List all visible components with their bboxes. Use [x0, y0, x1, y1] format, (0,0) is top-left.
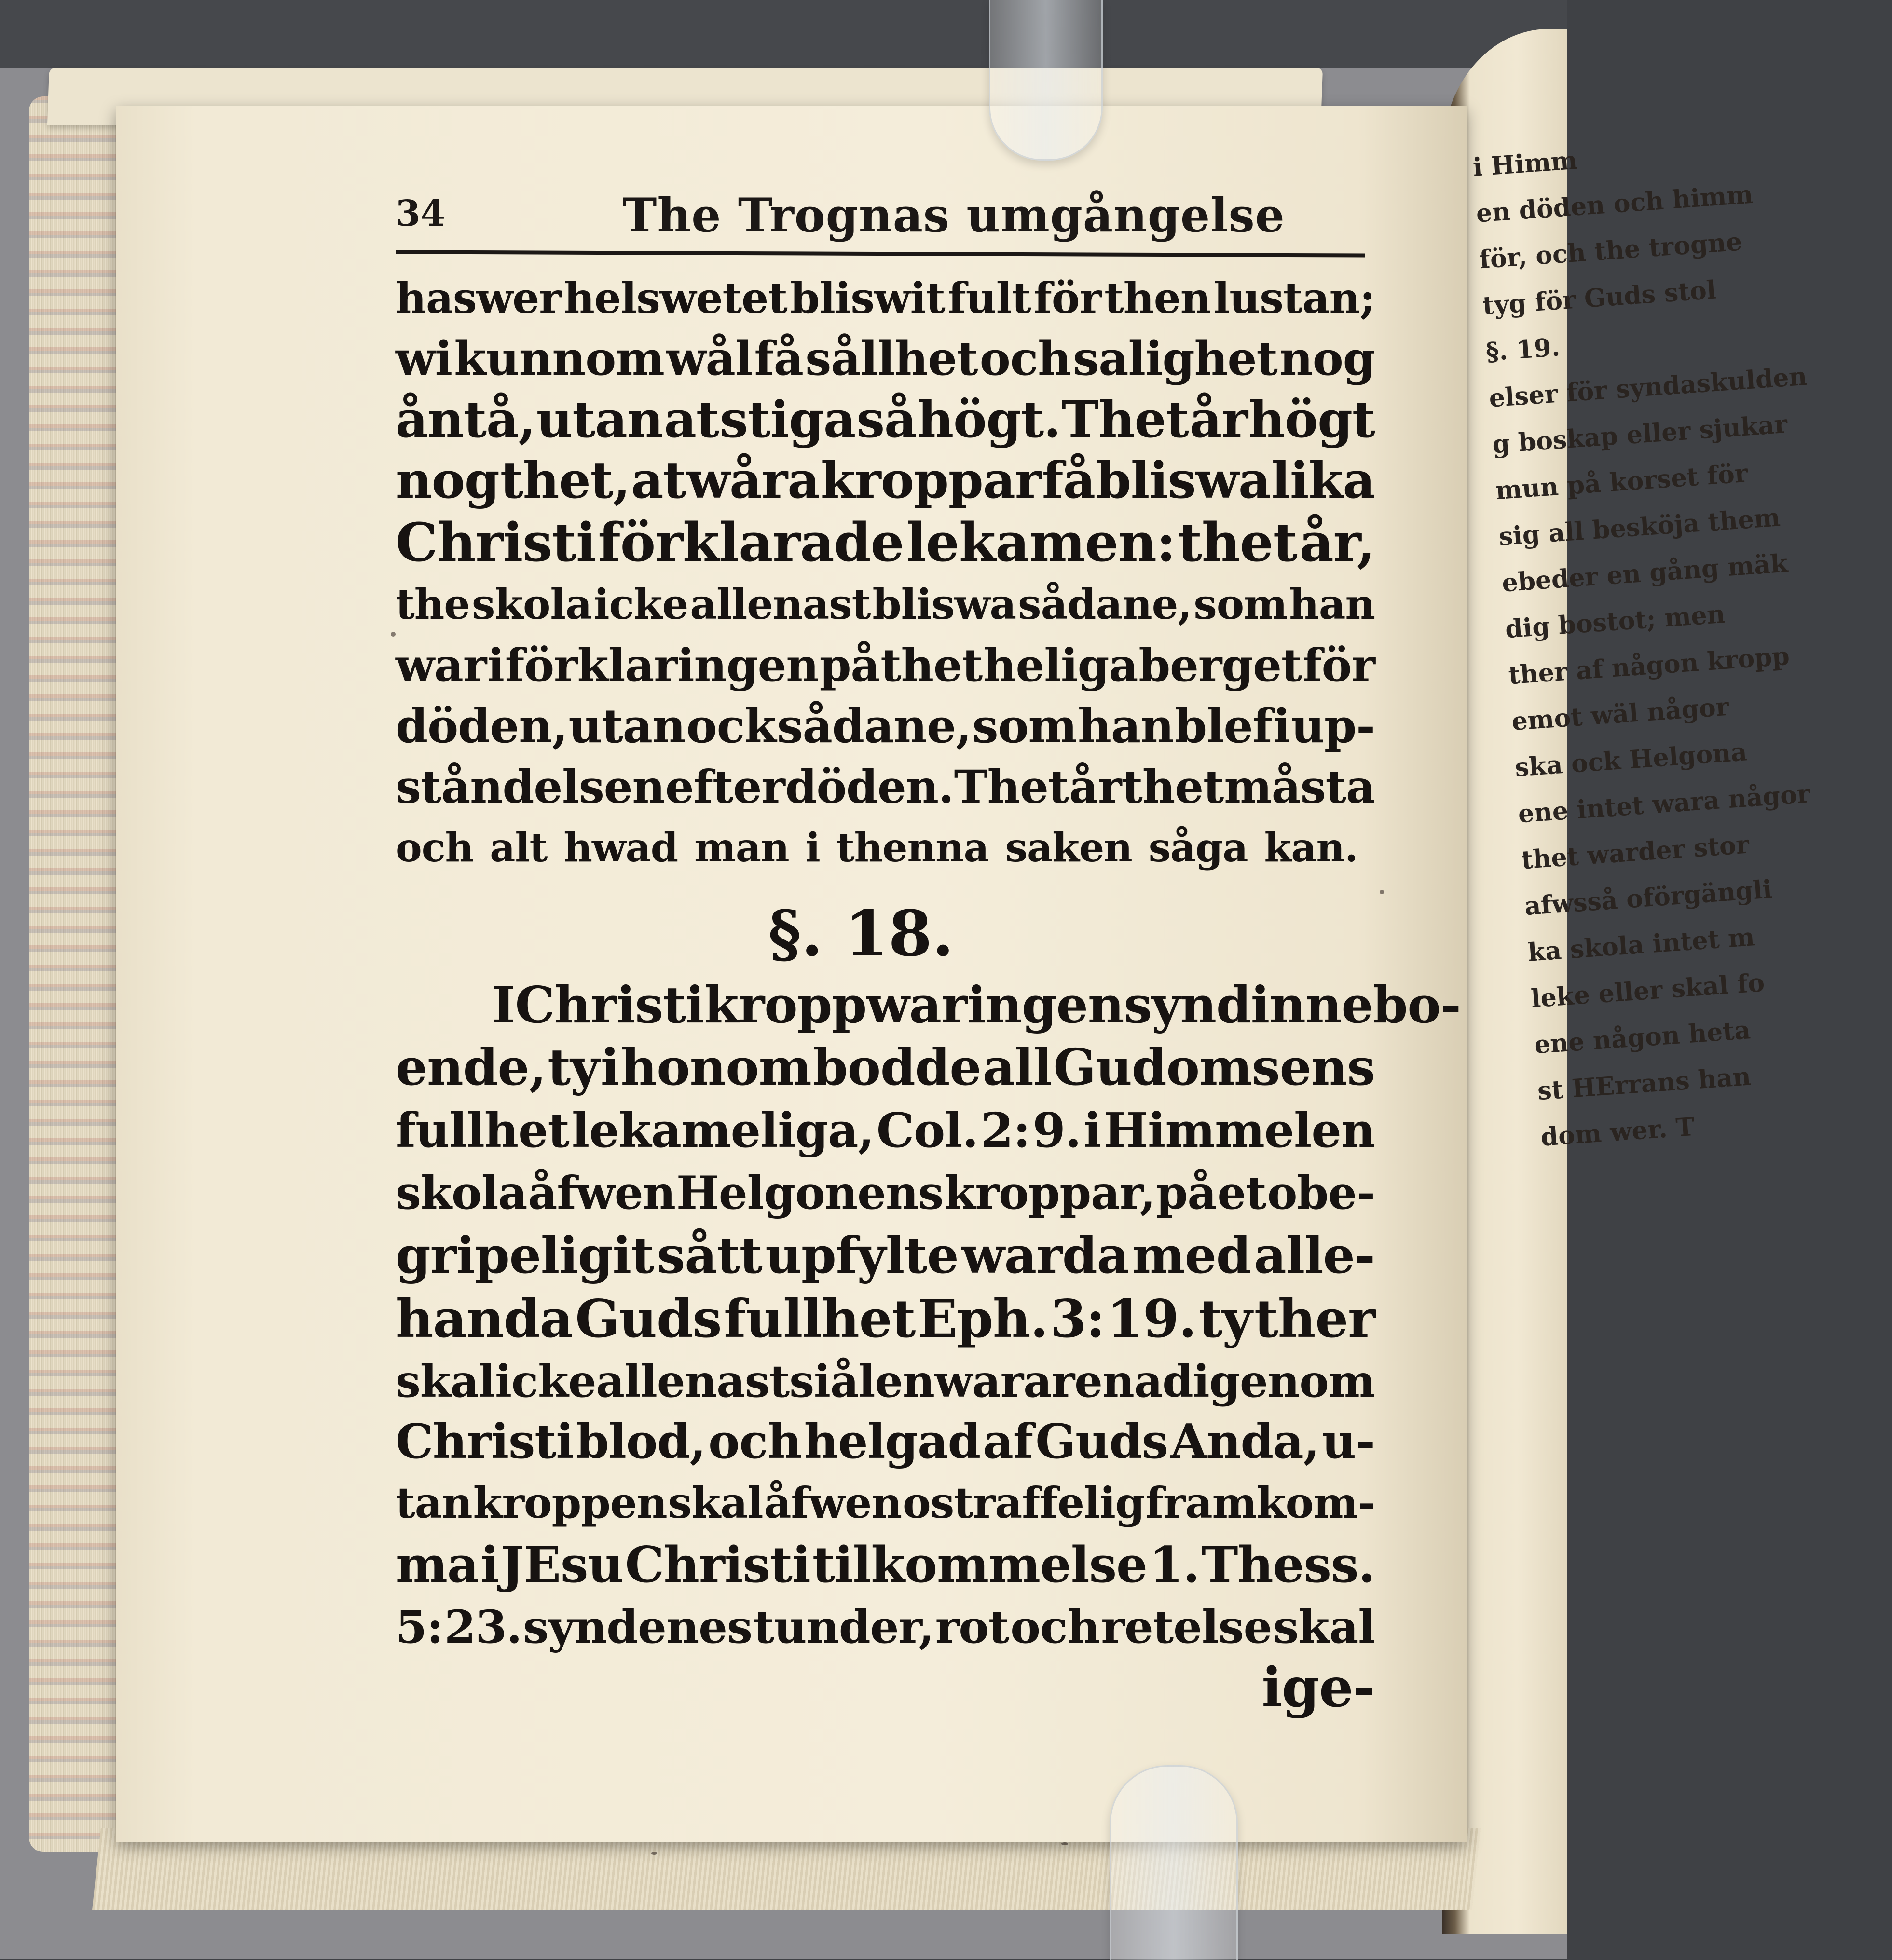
text-line [396, 268, 1375, 328]
facing-line: mun på korset för [1494, 458, 1749, 506]
text-line [396, 696, 1375, 757]
page-clip-bottom [1110, 1765, 1238, 1960]
facing-line: st HErrans han [1536, 1062, 1752, 1106]
facing-line: leke eller skal fo [1530, 967, 1766, 1014]
text-line [396, 1472, 1375, 1533]
facing-line: emot wäl någor [1510, 692, 1730, 737]
facing-line: ther af någon kropp [1507, 641, 1791, 691]
text-line-content: skola åfwen Helgonens kroppar, på et obe- [396, 1167, 1375, 1220]
facing-line: tyg för Guds stol [1481, 275, 1717, 321]
facing-line: dig bostot; men [1504, 599, 1727, 644]
facing-line: för, och the trogne [1478, 227, 1743, 275]
text-line-content: och alt hwad man i thenna saken såga kan. [396, 825, 1358, 871]
text-line-content: döden, utan ock sådane, som han blef i up- [396, 699, 1375, 753]
text-line-content: ma i JEsu Christi tilkommelse 1. Thess. [396, 1536, 1375, 1594]
facing-line: g boskap eller sjukar [1491, 409, 1789, 460]
catchword: ige- [1261, 1656, 1375, 1719]
facing-line: i Himm [1472, 145, 1578, 182]
text-line [396, 1163, 1375, 1224]
facing-line: elser för syndaskulden [1488, 361, 1809, 413]
text-line [396, 450, 1375, 511]
scan-speck [391, 632, 396, 637]
facing-line: thet warder stor [1520, 830, 1750, 875]
facing-line: ene någon heta [1533, 1015, 1752, 1060]
page-header [396, 188, 1370, 241]
text-line-content: handa Guds fullhet Eph. 3: 19. ty ther [396, 1289, 1375, 1349]
page-body [396, 268, 1461, 1719]
text-line [396, 1035, 1375, 1099]
text-line [396, 1412, 1375, 1472]
facing-line: §. 19. [1484, 332, 1561, 367]
text-line-content: the skola icke allenast bliswa sådane, som han [396, 580, 1375, 629]
page-edges [29, 96, 130, 1852]
text-line-content: I Christi kropp war ingen synd innebo- [492, 975, 1461, 1034]
scan-speck [1061, 1842, 1068, 1845]
scan-speck [651, 1852, 657, 1855]
facing-line: ebeder en gång mäk [1501, 548, 1789, 598]
scan-speck [1380, 890, 1384, 894]
text-line-content: åntå, utan at stiga så högt. Thet år högt [396, 390, 1375, 449]
text-line [396, 1533, 1375, 1597]
text-line-content: tan kroppen skal åfwen ostraffelig framkom- [396, 1478, 1375, 1528]
text-line-content: haswer helswetet bliswit fult för then lustan; [396, 273, 1375, 323]
text-line-content: Christi blod, och helgad af Guds Anda, u- [396, 1414, 1375, 1470]
facing-line: ene intet wara någor [1517, 779, 1811, 829]
facing-line: afwsså oförgängli [1523, 874, 1773, 922]
facing-line: sig all besköja them [1497, 503, 1782, 552]
text-line-content: gripeligit sått upfylte warda med alle- [396, 1225, 1375, 1285]
facing-line: ka skola intet m [1527, 922, 1756, 967]
facing-line: dom wer. T [1539, 1112, 1696, 1152]
section-heading: §. 18. [768, 897, 954, 970]
text-line [396, 574, 1375, 635]
text-line-content: nog thet, at wåra kroppar få bliswa lika [396, 450, 1375, 510]
text-line [396, 757, 1375, 817]
facing-line: ska ock Helgona [1514, 737, 1748, 783]
text-line [396, 817, 1375, 878]
paragraph-section-18 [396, 975, 1461, 1658]
text-line-content: ståndelsen efter döden. Thet år thet måsta [396, 761, 1375, 814]
page-clip-top [989, 0, 1103, 161]
text-line [396, 328, 1375, 389]
text-line-content: Christi förklarade lekamen: thet år, [396, 511, 1375, 573]
text-line [396, 1224, 1375, 1287]
text-line [396, 1287, 1375, 1351]
text-line-content: wi kunnom wål få sållhet och salighet nog [396, 331, 1375, 386]
page-number: 34 [396, 193, 445, 234]
text-line [396, 635, 1375, 696]
text-line-content: ende, ty i honom bodde all Gudomsens [396, 1037, 1375, 1097]
text-line-content: war i förklaringen på thet heliga berget för [396, 639, 1375, 692]
text-line [396, 975, 1461, 1035]
text-line-content: skal icke allenast siålen wara renad igenom [396, 1355, 1375, 1407]
running-head: The Trognas umgångelse [622, 188, 1285, 243]
text-line [396, 1099, 1375, 1163]
text-line-content: fullhet lekameliga, Col. 2: 9. i Himmelen [396, 1103, 1375, 1158]
paragraph-continued [396, 268, 1375, 878]
facing-line: en döden och himm [1475, 179, 1754, 229]
text-line [396, 1351, 1375, 1412]
text-line [396, 389, 1375, 450]
text-line [396, 511, 1375, 574]
text-line-content: 5: 23. syndenes tunder, rot och retelse skal [396, 1601, 1375, 1654]
text-line [396, 1597, 1375, 1658]
